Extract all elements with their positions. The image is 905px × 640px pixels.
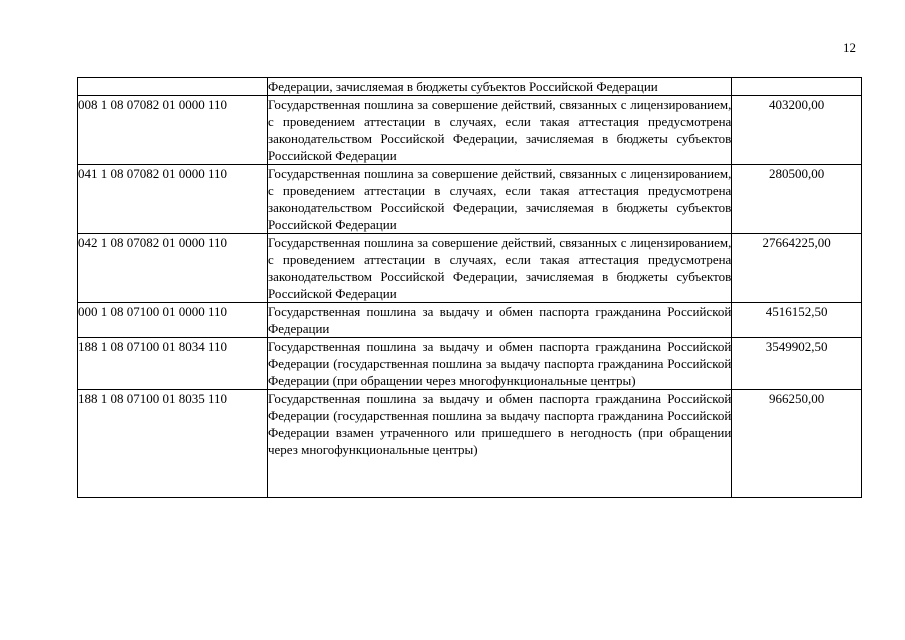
revenue-description-cell: Государственная пошлина за совершение действий, связанных с лицензированием, с проведением аттестации в случаях, если такая аттестация предусмотрена законодательством Российской Федерации, зачисляемая в бюджеты субъектов Российской Федерации — [267, 97, 732, 163]
revenue-code-cell — [78, 78, 268, 96]
revenue-description-cell: Государственная пошлина за совершение действий, связанных с лицензированием, с проведением аттестации в случаях, если такая аттестация предусмотрена законодательством Российской Федерации, зачисляемая в бюджеты субъектов Российской Федерации — [267, 166, 732, 232]
revenue-code-cell: 042 1 08 07082 01 0000 110 — [78, 234, 268, 303]
table-row — [78, 338, 862, 390]
revenue-code-cell: 008 1 08 07082 01 0000 110 — [78, 96, 268, 165]
revenue-description-cell: Государственная пошлина за совершение действий, связанных с лицензированием, с проведением аттестации в случаях, если такая аттестация предусмотрена законодательством Российской Федерации, зачисляемая в бюджеты субъектов Российской Федерации — [267, 235, 732, 301]
revenue-amount-cell: 403200,00 — [732, 96, 862, 165]
page-number: 12 — [843, 40, 856, 55]
table-row — [78, 390, 862, 498]
revenue-description-cell: Государственная пошлина за выдачу и обмен паспорта гражданина Российской Федерации — [267, 304, 732, 336]
revenue-amount-cell: 27664225,00 — [732, 234, 862, 303]
revenue-amount-cell: 280500,00 — [732, 165, 862, 234]
table-row — [78, 303, 862, 338]
revenue-description-cell: Федерации, зачисляемая в бюджеты субъектов Российской Федерации — [267, 78, 731, 96]
revenue-description-cell: Государственная пошлина за выдачу и обмен паспорта гражданина Российской Федерации (государственная пошлина за выдачу паспорта гражданина Российской Федерации взамен утраченного или пришедшего в негодность (при обращении через многофункциональные центры) — [267, 390, 731, 498]
revenue-amount-cell: 966250,00 — [732, 390, 862, 498]
revenue-code-cell: 041 1 08 07082 01 0000 110 — [78, 165, 268, 234]
table-row — [78, 165, 862, 234]
revenue-amount-cell: 3549902,50 — [732, 338, 862, 390]
table-row — [78, 96, 862, 165]
revenue-amount-cell: 4516152,50 — [732, 303, 862, 338]
revenue-amount-cell — [732, 78, 862, 96]
table-row — [78, 234, 862, 303]
revenue-code-cell: 188 1 08 07100 01 8034 110 — [78, 338, 268, 390]
revenue-code-cell: 188 1 08 07100 01 8035 110 — [78, 390, 268, 498]
budget-revenue-table — [77, 77, 862, 498]
table-row — [78, 78, 862, 96]
revenue-code-cell: 000 1 08 07100 01 0000 110 — [78, 303, 268, 338]
revenue-description-cell: Государственная пошлина за выдачу и обмен паспорта гражданина Российской Федерации (государственная пошлина за выдачу паспорта гражданина Российской Федерации (при обращении через многофункциональные центры) — [267, 339, 732, 388]
